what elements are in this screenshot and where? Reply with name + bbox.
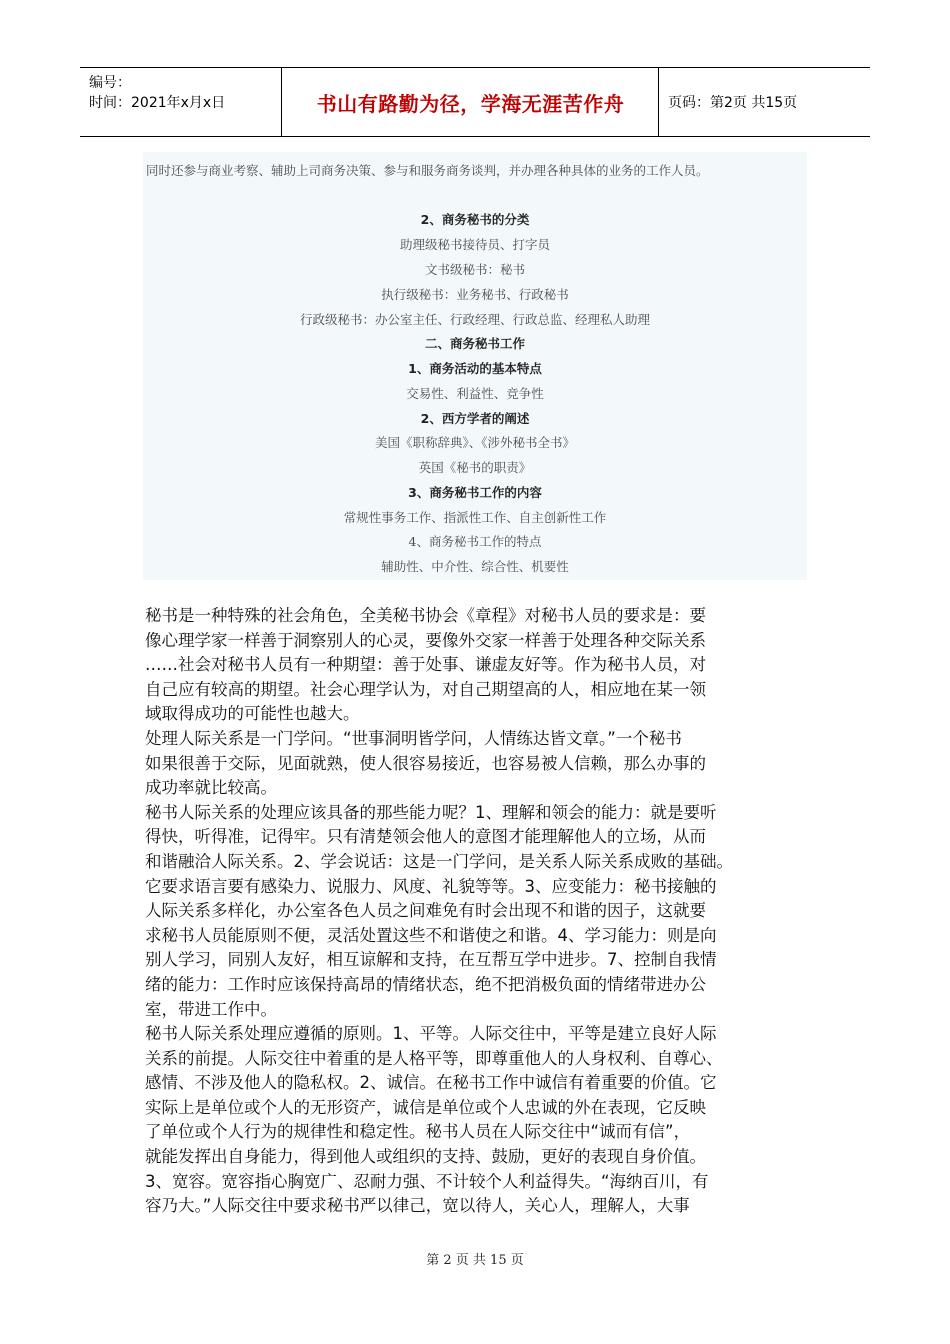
header-page-info: 页码：第2页 共15页 bbox=[668, 95, 798, 111]
header-page-cell bbox=[660, 68, 870, 136]
body-line: 自己应有较高的期望。社会心理学认为，对自己期望高的人，相应地在某一领 bbox=[145, 679, 706, 699]
body-line: 别人学习，同别人友好，相互谅解和支持，在互帮互学中进步。7、控制自我情 bbox=[145, 950, 717, 970]
page-header bbox=[80, 67, 870, 137]
outline-line: 二、商务秘书工作 bbox=[424, 336, 525, 351]
body-line: 得快，听得准，记得牢。只有清楚领会他人的意图才能理解他人的立场，从而 bbox=[145, 827, 706, 847]
body-line: 感情、不涉及他人的隐私权。2、诚信。在秘书工作中诚信有着重要的价值。它 bbox=[145, 1073, 717, 1093]
body-line: 实际上是单位或个人的无形资产，诚信是单位或个人忠诚的外在表现，它反映 bbox=[145, 1097, 706, 1117]
outline-line: 4、商务秘书工作的特点 bbox=[408, 534, 542, 549]
outline-line: 助理级秘书接待员、打字员 bbox=[399, 237, 550, 252]
outline-line: 交易性、利益性、竞争性 bbox=[406, 386, 544, 401]
outline-line: 文书级秘书：秘书 bbox=[424, 262, 525, 277]
body-line: 关系的前提。人际交往中着重的是人格平等，即尊重他人的人身权利、自尊心、 bbox=[145, 1048, 723, 1068]
body-line: 秘书是一种特殊的社会角色，全美秘书协会《章程》对秘书人员的要求是：要 bbox=[145, 606, 706, 625]
outline-line: 3、商务秘书工作的内容 bbox=[408, 485, 542, 500]
page-footer: 第 2 页 共 15 页 bbox=[426, 1253, 524, 1268]
body-line: 秘书人际关系的处理应该具备的那些能力呢？1、理解和领会的能力：就是要听 bbox=[145, 802, 717, 822]
outline-line: 行政级秘书：办公室主任、行政经理、行政总监、经理私人助理 bbox=[299, 312, 650, 327]
body-text bbox=[145, 604, 815, 1219]
body-line: 处理人际关系是一门学问。“世事洞明皆学问，人情练达皆文章。”一个秘书 bbox=[145, 728, 682, 748]
body-line: 和谐融洽人际关系。2、学会说话：这是一门学问，是关系人际关系成败的基础。 bbox=[145, 851, 733, 871]
body-line: 秘书人际关系处理应遵循的原则。1、平等。人际交往中，平等是建立良好人际 bbox=[145, 1024, 717, 1044]
outline-line: 常规性事务工作、指派性工作、自主创新性工作 bbox=[343, 510, 607, 525]
outline-line: 1、商务活动的基本特点 bbox=[408, 361, 542, 376]
body-line: 它要求语言要有感染力、说服力、风度、礼貌等等。3、应变能力：秘书接触的 bbox=[145, 876, 717, 896]
header-motto: 书山有路勤为径，学海无涯苦作舟 bbox=[316, 91, 625, 116]
outline-line: 执行级秘书：业务秘书、行政秘书 bbox=[381, 287, 569, 302]
outline-line: 2、西方学者的阐述 bbox=[420, 411, 530, 426]
body-line: 成功率就比较高。 bbox=[145, 778, 277, 798]
body-line: 域取得成功的可能性也越大。 bbox=[145, 704, 360, 724]
body-line: 绪的能力：工作时应该保持高昂的情绪状态，绝不把消极负面的情绪带进办公 bbox=[145, 974, 706, 994]
body-line: 容乃大。”人际交往中要求秘书严以律己，宽以待人，关心人，理解人，大事 bbox=[145, 1196, 690, 1216]
body-line: 就能发挥出自身能力，得到他人或组织的支持、鼓励，更好的表现自身价值。 bbox=[145, 1147, 706, 1167]
body-line: ……社会对秘书人员有一种期望：善于处事、谦虚友好等。作为秘书人员，对 bbox=[145, 655, 706, 675]
outline-line: 美国《职称辞典》、《涉外秘书全书》 bbox=[374, 435, 575, 450]
body-line: 如果很善于交际，见面就熟，使人很容易接近，也容易被人信赖，那么办事的 bbox=[145, 753, 706, 773]
document-code-label: 编号： bbox=[89, 75, 131, 91]
outline-line: 辅助性、中介性、综合性、机要性 bbox=[381, 559, 569, 574]
body-line: 像心理学家一样善于洞察别人的心灵，要像外交家一样善于处理各种交际关系 bbox=[145, 630, 706, 650]
outline-line: 英国《秘书的职责》 bbox=[418, 460, 532, 475]
outline-box bbox=[143, 152, 807, 580]
document-time-label: 时间：2021年x月x日 bbox=[89, 95, 226, 111]
body-line: 人际关系多样化，办公室各色人员之间难免有时会出现不和谐的因子，这就要 bbox=[145, 901, 706, 921]
body-line: 室，带进工作中。 bbox=[145, 999, 277, 1019]
header-motto-cell bbox=[283, 68, 659, 136]
outline-line: 2、商务秘书的分类 bbox=[420, 212, 530, 227]
header-meta-cell bbox=[80, 68, 282, 136]
body-line: 3、宽容。宽容指心胸宽广、忍耐力强、不计较个人利益得失。“海纳百川，有 bbox=[145, 1171, 709, 1191]
outline-line: 同时还参与商业考察、辅助上司商务决策、参与和服务商务谈判，并办理各种具体的业务的工作人员。 bbox=[146, 163, 709, 178]
body-line: 求秘书人员能原则不便，灵活处置这些不和谐使之和谐。4、学习能力：则是向 bbox=[145, 925, 717, 945]
body-line: 了单位或个人行为的规律性和稳定性。秘书人员在人际交往中“诚而有信”， bbox=[145, 1122, 691, 1142]
